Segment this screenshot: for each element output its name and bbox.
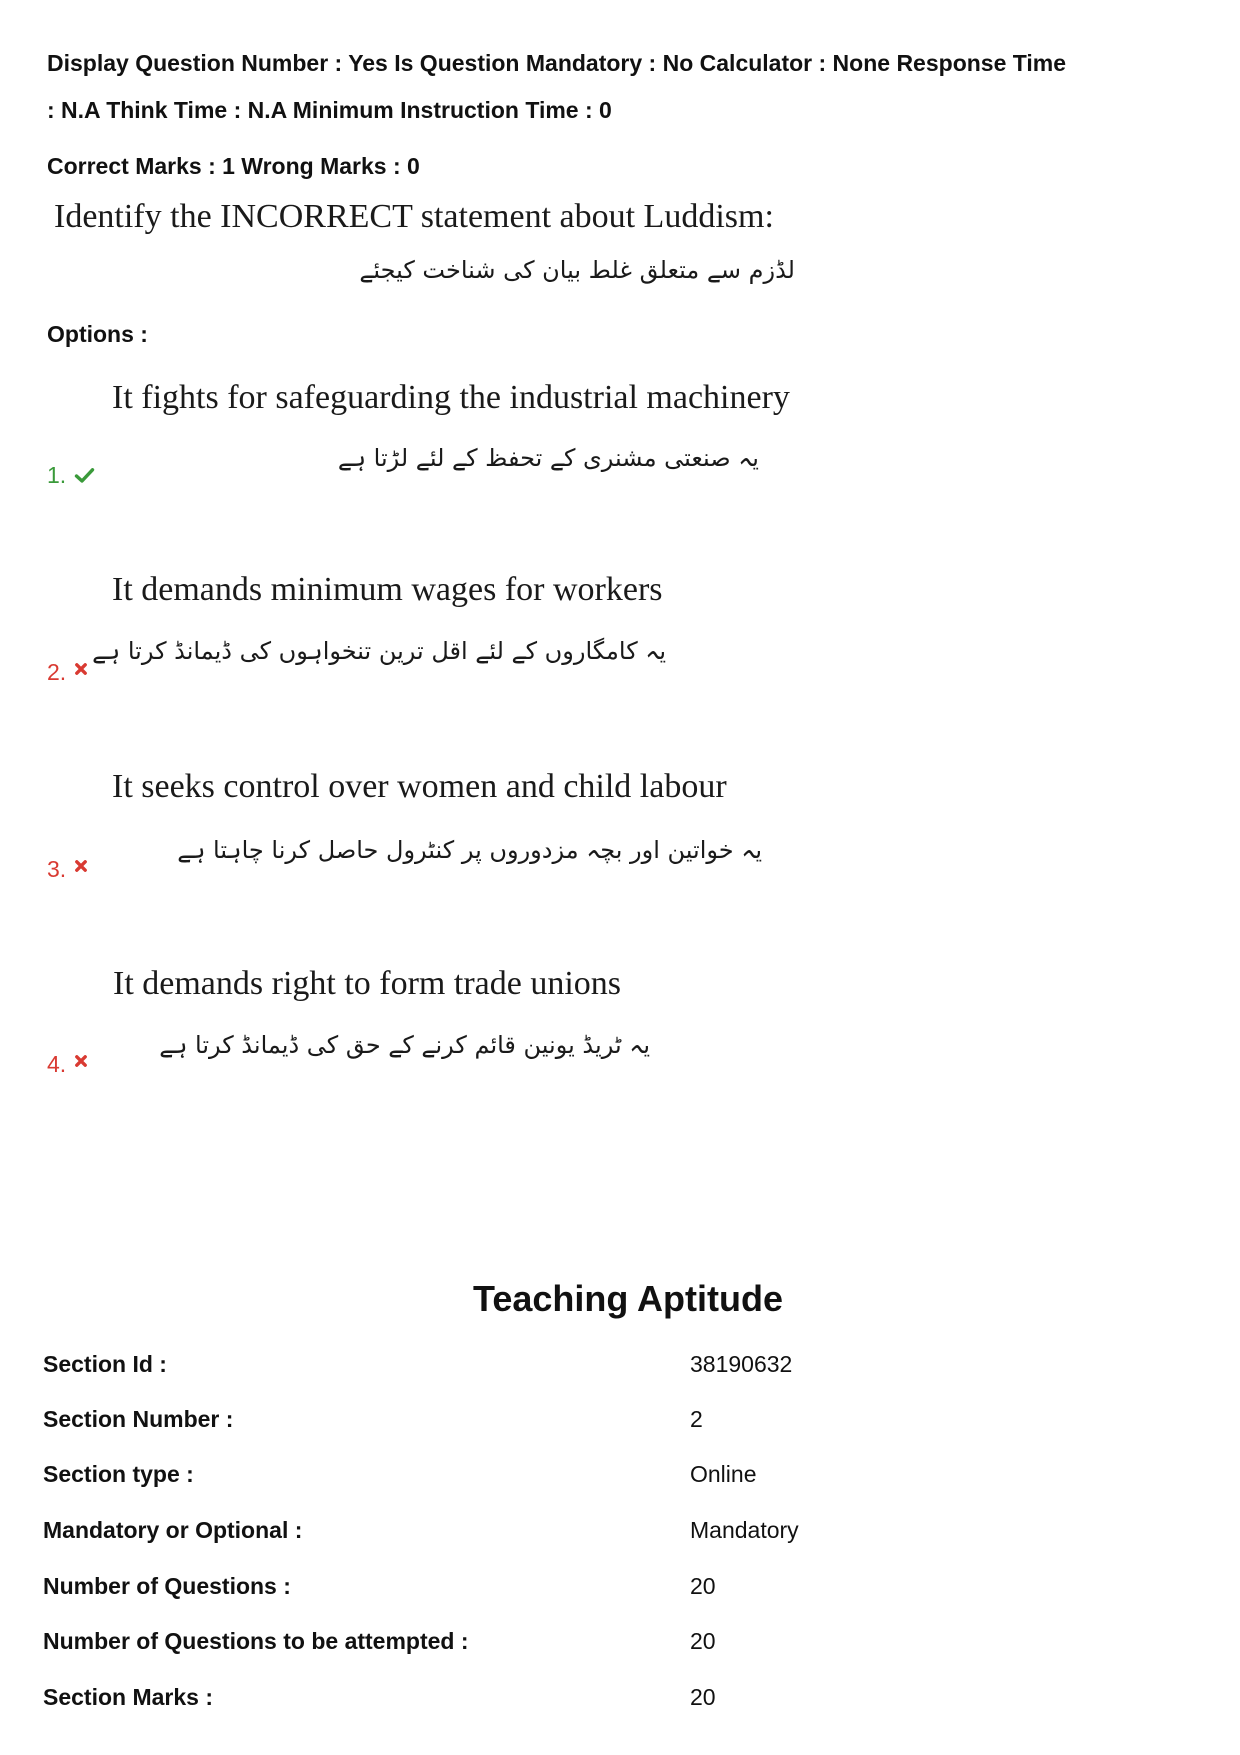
section-info-value: 20 [690,1628,716,1654]
option-number: 4. [47,1051,67,1077]
option-marker [47,855,88,884]
section-info-label: Mandatory or Optional : [43,1517,303,1543]
option-number: 1. [47,462,67,488]
question-settings-continued: : N.A Think Time : N.A Minimum Instruction Time : 0 [47,97,612,123]
option-number: 3. [47,856,67,882]
option-number: 2. [47,659,67,685]
section-info-value: 2 [690,1406,703,1432]
option-marker [47,1050,88,1079]
section-info-value: 20 [690,1684,716,1710]
option-text-urdu: یہ کامگاروں کے لئے اقل ترین تنخواہوں کی ڈیمانڈ کرتا ہے [92,637,666,665]
option-text-urdu: یہ صنعتی مشنری کے تحفظ کے لئے لڑتا ہے [337,444,759,472]
section-info-label: Number of Questions to be attempted : [43,1628,469,1654]
check-icon [74,467,95,484]
section-info-label: Section type : [43,1461,194,1487]
cross-icon [74,662,88,676]
option-marker [47,461,95,490]
section-info-label: Section Number : [43,1406,234,1432]
marks-info: Correct Marks : 1 Wrong Marks : 0 [47,153,420,179]
option-text: It demands right to form trade unions [113,965,622,1002]
option-text-urdu: یہ خواتین اور بچہ مزدوروں پر کنٹرول حاصل کرنا چاہتا ہے [177,836,762,864]
cross-icon [74,1054,88,1068]
section-title: Teaching Aptitude [473,1278,783,1319]
question-settings: Display Question Number : Yes Is Question Mandatory : No Calculator : None Response Time [47,50,1067,76]
section-info-value: Mandatory [690,1517,799,1543]
section-info-label: Section Marks : [43,1684,213,1710]
option-text-urdu: یہ ٹریڈ یونین قائم کرنے کے حق کی ڈیمانڈ کرتا ہے [159,1031,650,1059]
section-info-value: 20 [690,1573,716,1599]
option-text: It demands minimum wages for workers [112,571,663,608]
option-marker [47,658,88,687]
question-text-urdu: لڈزم سے متعلق غلط بیان کی شناخت کیجئے [359,256,795,284]
option-text: It fights for safeguarding the industrial machinery [112,379,790,416]
section-info-label: Number of Questions : [43,1573,291,1599]
option-text: It seeks control over women and child labour [112,768,727,805]
cross-icon [74,859,88,873]
section-info-value: Online [690,1461,757,1487]
section-info-value: 38190632 [690,1351,793,1377]
question-text: Identify the INCORRECT statement about Luddism: [54,198,774,235]
options-label: Options : [47,321,148,347]
section-info-label: Section Id : [43,1351,167,1377]
